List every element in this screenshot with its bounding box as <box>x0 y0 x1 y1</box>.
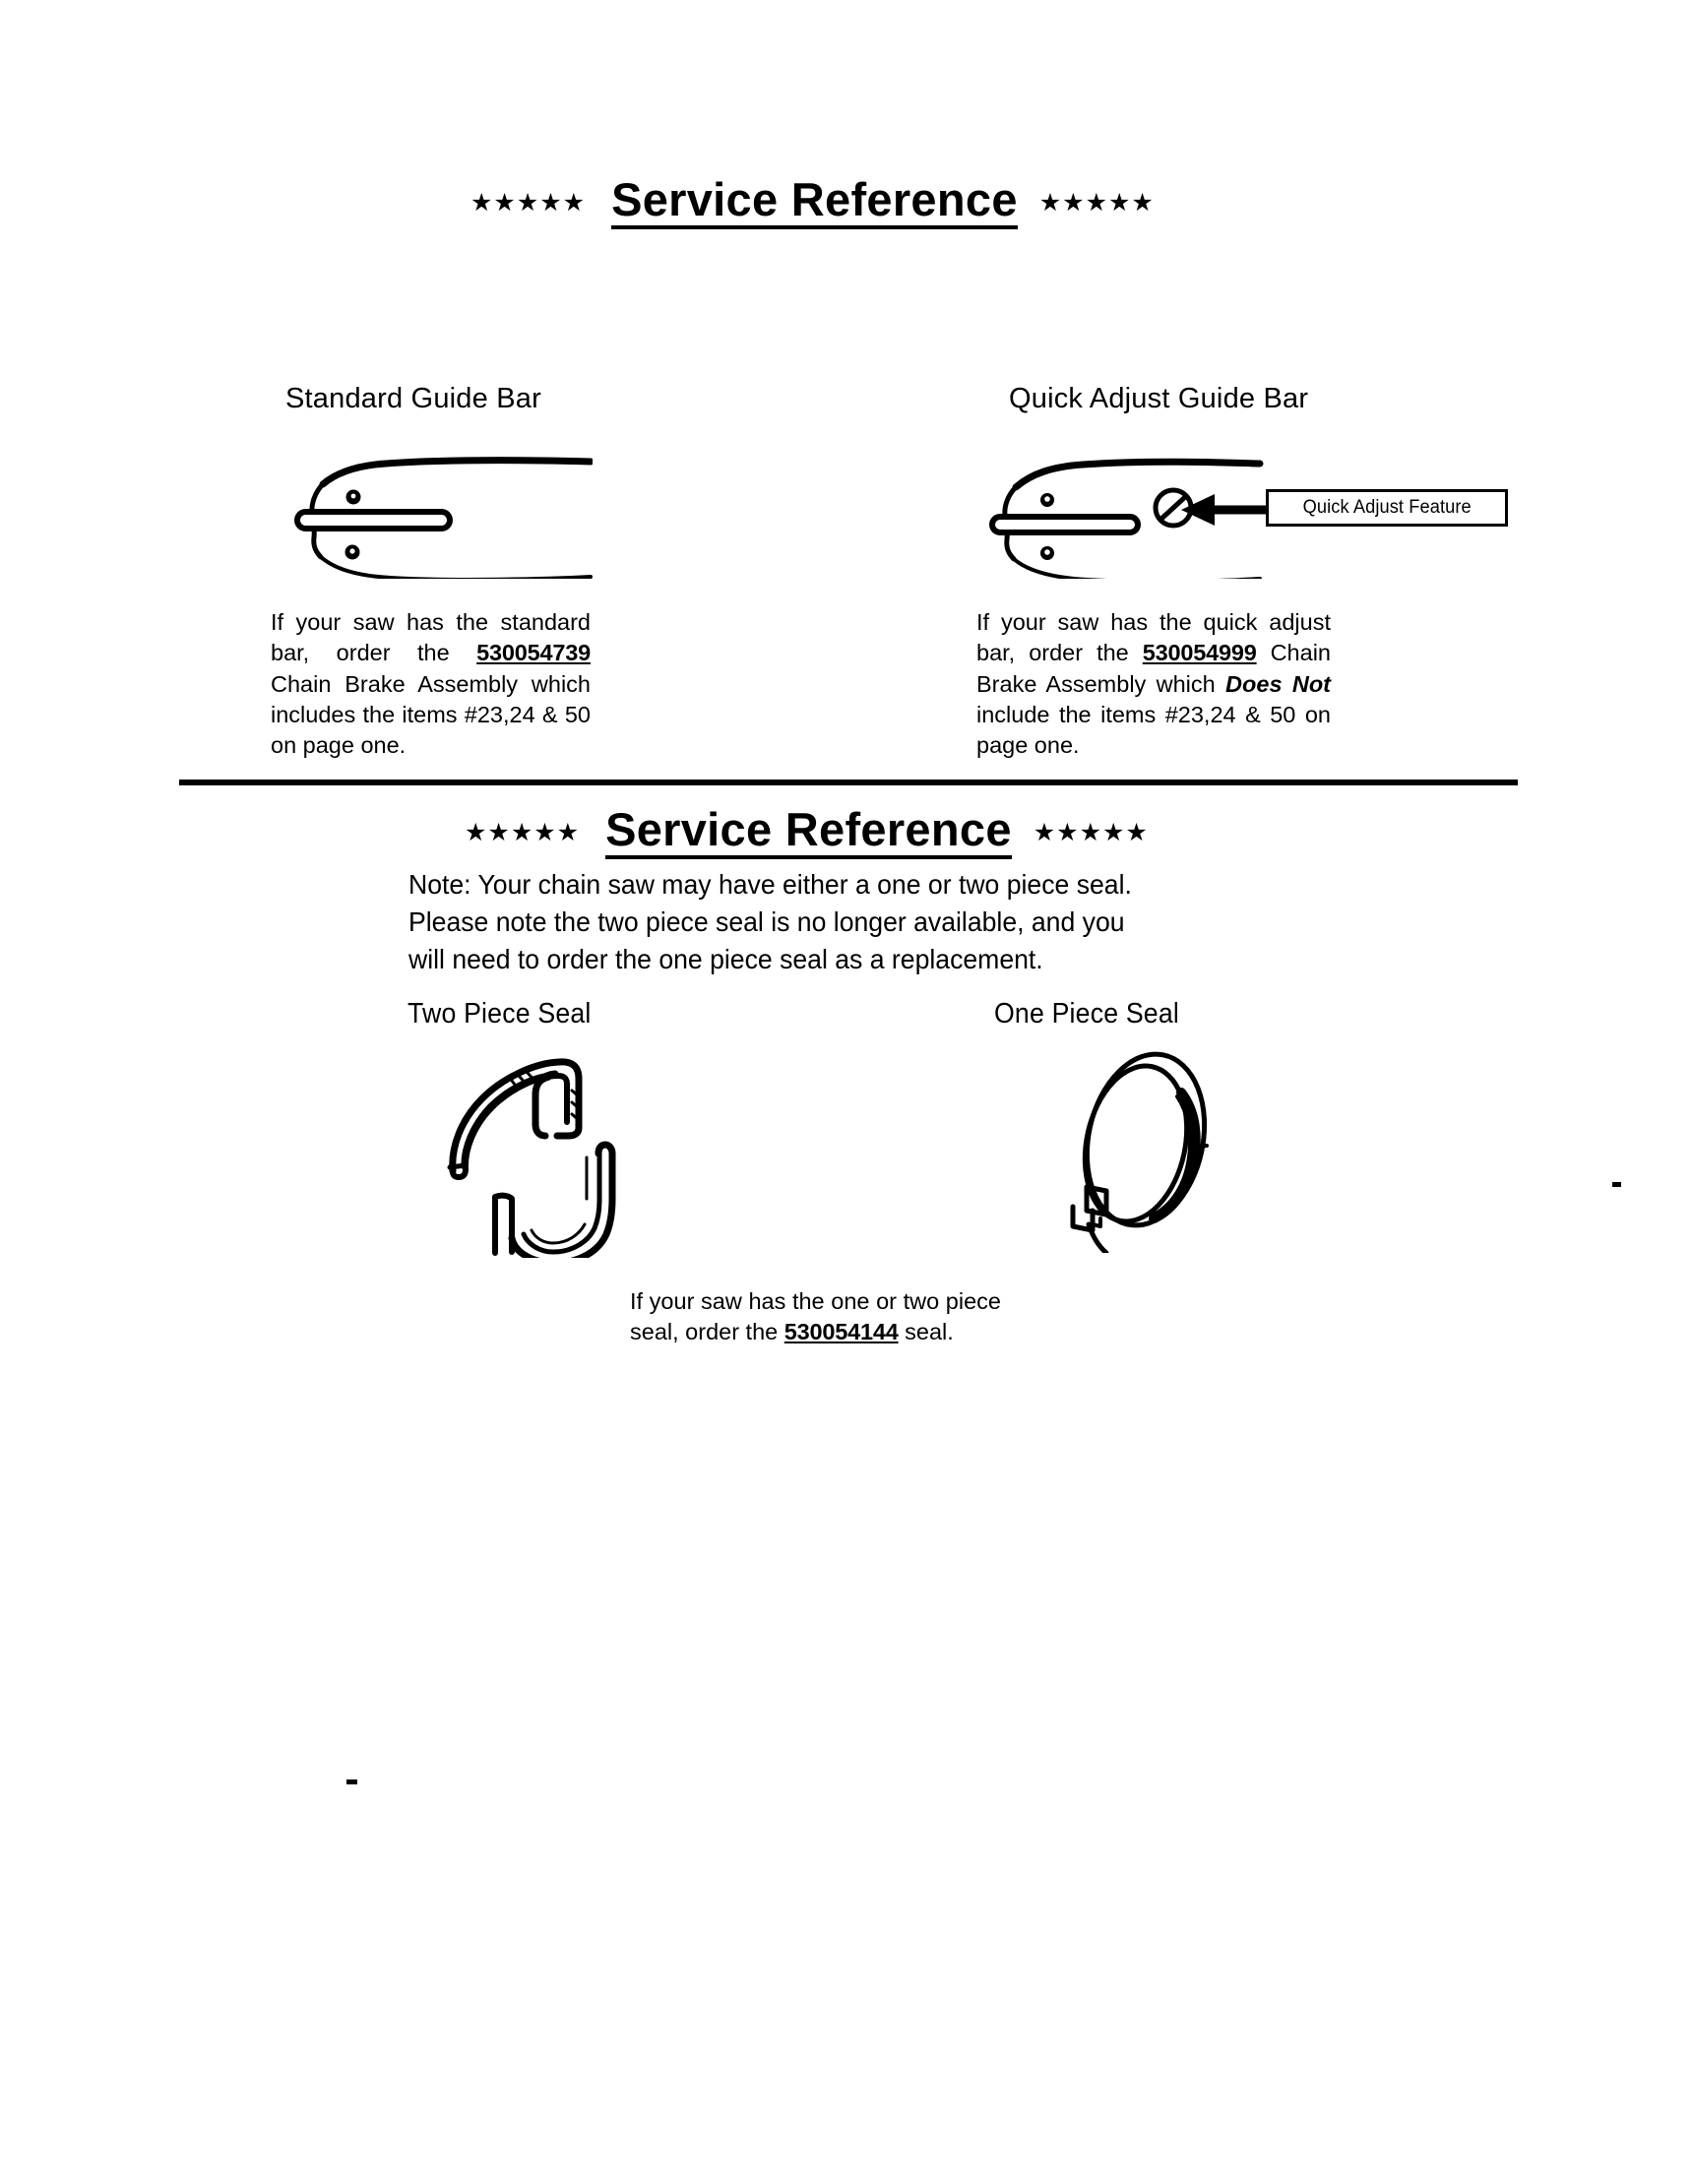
one-piece-seal-illustration <box>1045 1041 1242 1253</box>
does-not-emphasis: Does Not <box>1225 670 1331 697</box>
quick-adjust-guide-bar-title: Quick Adjust Guide Bar <box>1009 383 1309 414</box>
seal-note-line-1: Note: Your chain saw may have either a one or two piece seal. <box>408 869 1132 900</box>
standard-bar-text-part-1: If your saw has the standard bar, order the <box>271 609 591 666</box>
quick-adjust-part-number: 530054999 <box>1142 640 1257 666</box>
seal-order-text-part-1: If your saw has the one or two piece seal, order the <box>630 1288 1001 1345</box>
seal-note-line-2: Please note the two piece seal is no longer available, and you <box>408 906 1125 938</box>
seal-note-line-3: will need to order the one piece seal as a replacement. <box>408 944 1043 975</box>
quick-adjust-bar-order-text <box>976 607 1331 761</box>
seal-part-number: 530054144 <box>783 1319 899 1345</box>
standard-bar-part-number: 530054739 <box>476 640 591 666</box>
two-piece-seal-title: Two Piece Seal <box>407 998 592 1030</box>
section-divider <box>179 780 1518 785</box>
service-reference-heading-top <box>470 175 1155 229</box>
seal-order-text <box>630 1286 1001 1348</box>
standard-guide-bar-title: Standard Guide Bar <box>285 383 541 414</box>
two-piece-seal-illustration <box>429 1051 685 1258</box>
quick-adjust-text-part-3: include the items #23,24 & 50 on page one. <box>976 701 1331 758</box>
stars-left-icon-2: ★★★★★ <box>465 818 581 847</box>
scan-speck-right <box>1612 1182 1621 1187</box>
seal-order-text-part-2: seal. <box>898 1319 954 1345</box>
stars-right-icon-2: ★★★★★ <box>1033 818 1149 847</box>
scan-speck-bottom-left <box>346 1779 357 1784</box>
stars-left-icon: ★★★★★ <box>470 188 587 218</box>
standard-bar-order-text <box>271 607 591 761</box>
one-piece-seal-title: One Piece Seal <box>994 998 1179 1030</box>
page-title-bottom: Service Reference <box>605 805 1012 859</box>
quick-adjust-text-part-2: Chain Brake Assembly which <box>976 640 1331 697</box>
quick-adjust-feature-callout <box>1266 489 1508 527</box>
standard-guide-bar-illustration <box>258 431 593 579</box>
seal-note-block <box>408 866 1170 978</box>
standard-bar-text-part-2: Chain Brake Assembly which includes the items #23,24 & 50 on page one. <box>271 670 591 758</box>
quick-adjust-feature-label: Quick Adjust Feature <box>1302 497 1472 518</box>
stars-right-icon: ★★★★★ <box>1038 188 1155 218</box>
quick-adjust-text-part-1: If your saw has the quick adjust bar, order the <box>976 609 1331 666</box>
service-reference-heading-bottom <box>465 805 1149 859</box>
page-title-top: Service Reference <box>611 175 1018 229</box>
